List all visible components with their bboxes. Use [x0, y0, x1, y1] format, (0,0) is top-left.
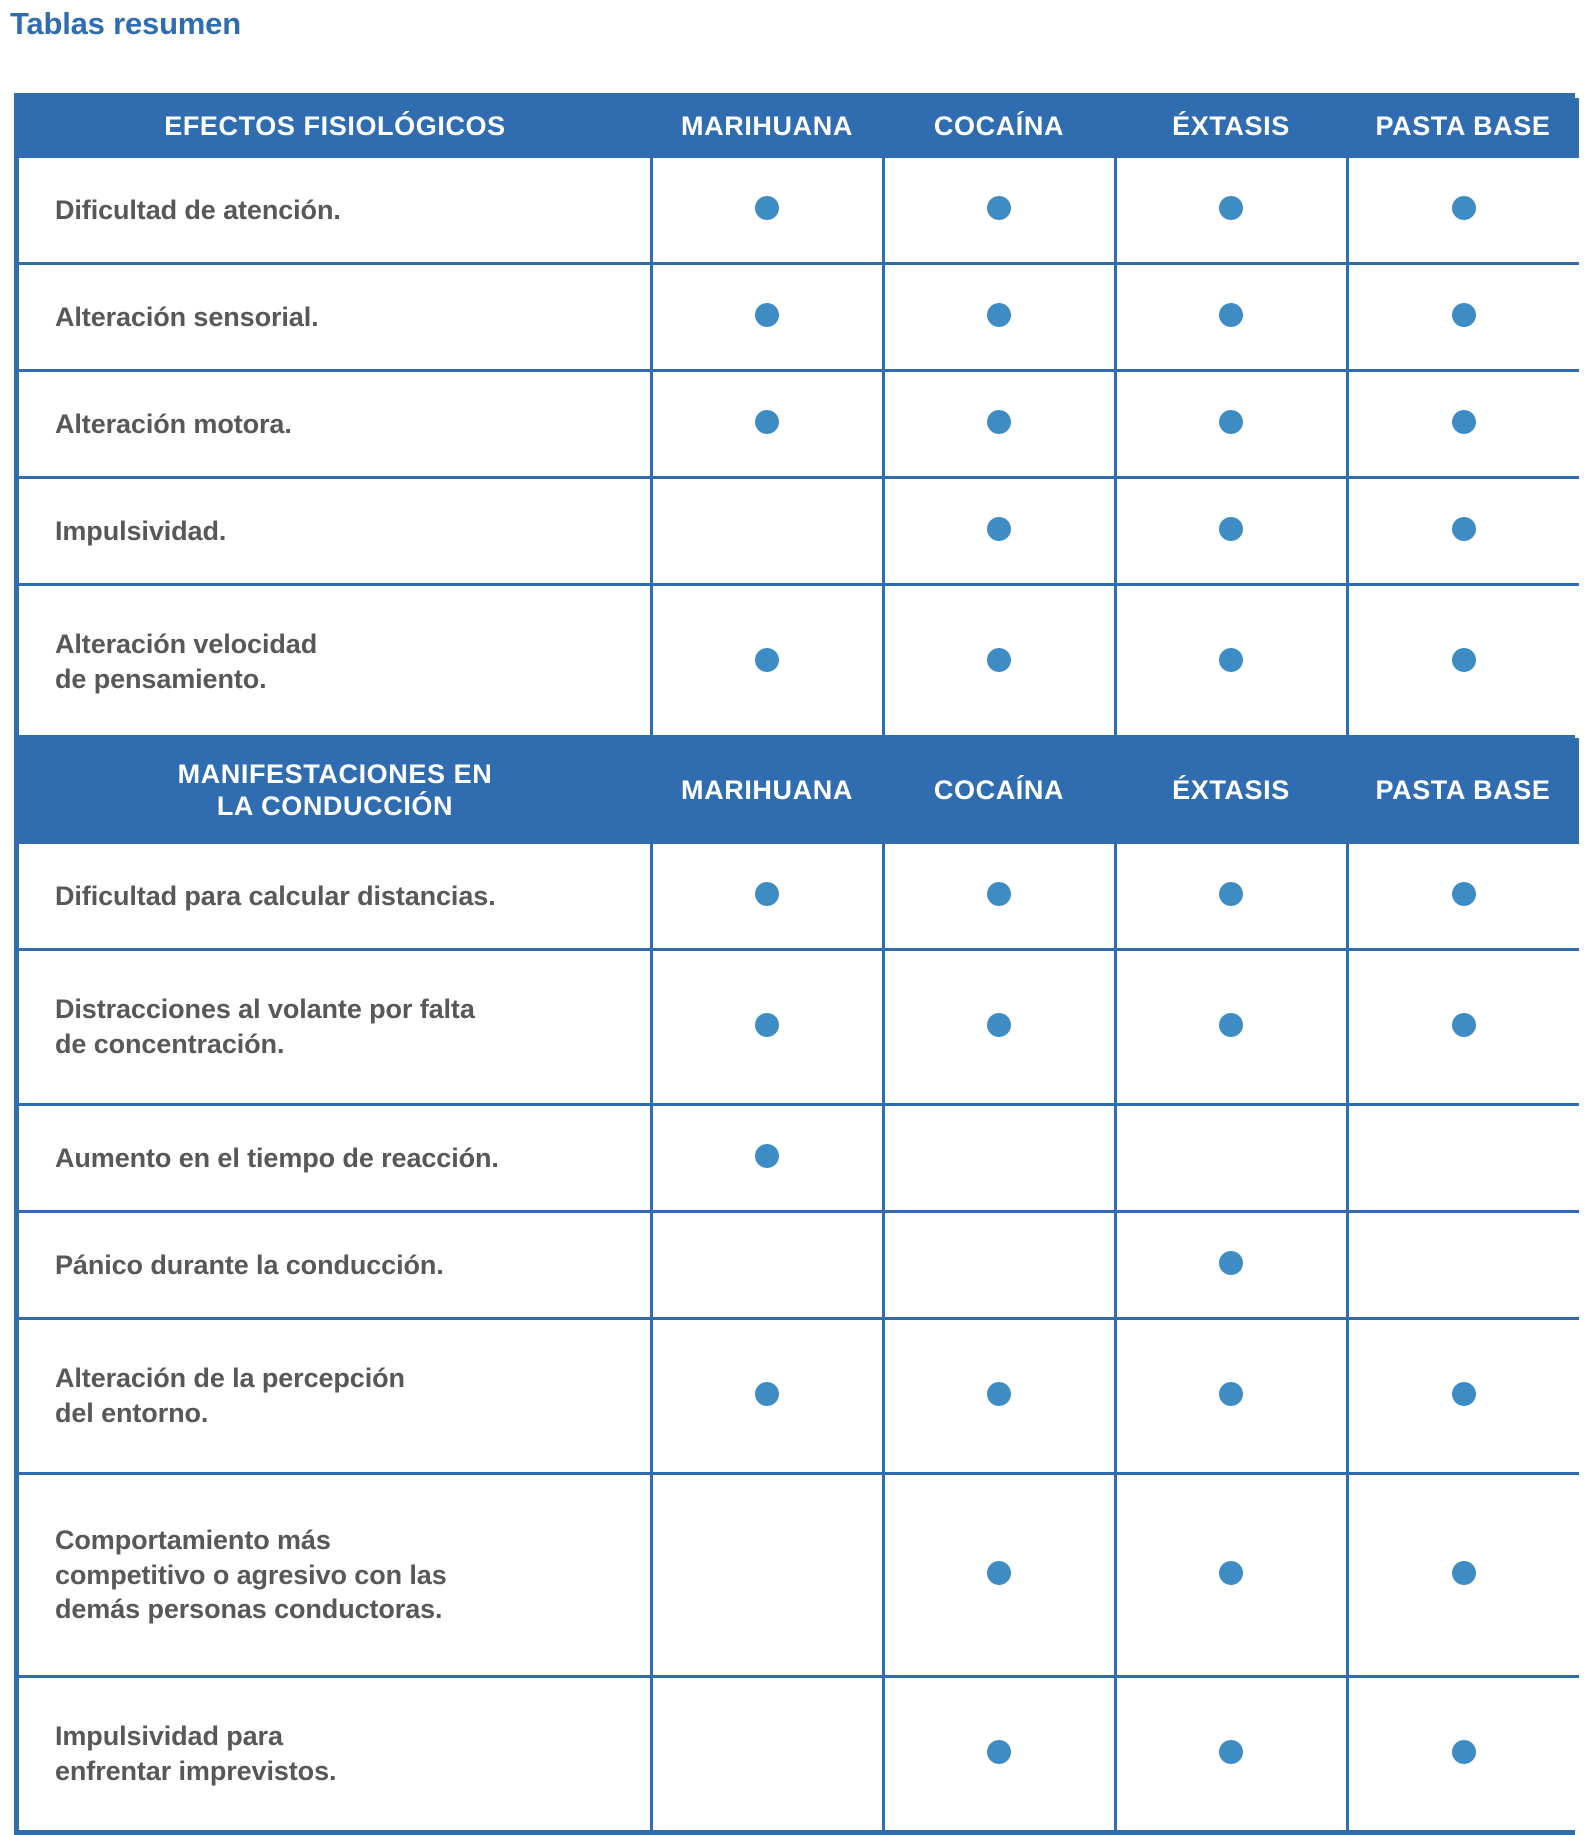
cell-marihuana	[651, 585, 883, 740]
mark-dot-icon	[1219, 303, 1243, 327]
cell-extasis	[1115, 843, 1347, 950]
row-label-line: Comportamiento más	[55, 1525, 331, 1556]
row-label-line: Alteración de la percepción	[55, 1363, 405, 1394]
mark-dot-icon	[1452, 1013, 1476, 1037]
cell-marihuana	[651, 1105, 883, 1212]
table-row	[19, 1677, 1579, 1831]
mark-dot-icon	[987, 517, 1011, 541]
manifestaciones-body	[19, 843, 1579, 1831]
mark-dot-icon	[1219, 1561, 1243, 1585]
row-label	[19, 1105, 651, 1212]
mark-dot-icon	[1219, 1013, 1243, 1037]
cell-extasis	[1115, 1105, 1347, 1212]
header-cell-cocaina: COCAÍNA	[883, 740, 1115, 843]
mark-dot-icon	[1452, 196, 1476, 220]
cell-pasta-base	[1347, 1105, 1579, 1212]
mark-dot-icon	[755, 1382, 779, 1406]
cell-pasta-base	[1347, 1319, 1579, 1474]
header-row	[19, 740, 1579, 843]
row-label	[19, 1212, 651, 1319]
cell-extasis	[1115, 264, 1347, 371]
cell-cocaina	[883, 1474, 1115, 1677]
row-label-line: enfrentar imprevistos.	[55, 1756, 337, 1786]
table-row	[19, 1212, 1579, 1319]
cell-cocaina	[883, 950, 1115, 1105]
mark-dot-icon	[755, 648, 779, 672]
cell-marihuana	[651, 264, 883, 371]
row-label	[19, 157, 651, 264]
mark-dot-icon	[1452, 1382, 1476, 1406]
row-label	[19, 371, 651, 478]
cell-extasis	[1115, 1319, 1347, 1474]
table-row	[19, 950, 1579, 1105]
row-label	[19, 585, 651, 740]
mark-dot-icon	[1219, 648, 1243, 672]
cell-marihuana	[651, 1677, 883, 1831]
mark-dot-icon	[1219, 517, 1243, 541]
efectos-header	[19, 98, 1579, 157]
header-cell-cocaina: COCAÍNA	[883, 98, 1115, 157]
cell-extasis	[1115, 1677, 1347, 1831]
cell-marihuana	[651, 843, 883, 950]
mark-dot-icon	[755, 196, 779, 220]
cell-cocaina	[883, 1105, 1115, 1212]
cell-pasta-base	[1347, 843, 1579, 950]
row-label-line: Alteración sensorial.	[55, 301, 319, 332]
cell-marihuana	[651, 1474, 883, 1677]
cell-cocaina	[883, 585, 1115, 740]
row-label	[19, 264, 651, 371]
mark-dot-icon-empty	[987, 1251, 1011, 1275]
cell-pasta-base	[1347, 1474, 1579, 1677]
mark-dot-icon	[1452, 1561, 1476, 1585]
mark-dot-icon-empty	[1452, 1144, 1476, 1168]
header-cell-pasta-base: PASTA BASE	[1347, 98, 1579, 157]
mark-dot-icon	[755, 303, 779, 327]
table-row	[19, 585, 1579, 740]
header-title-line: LA CONDUCCIÓN	[216, 790, 454, 821]
mark-dot-icon	[755, 1144, 779, 1168]
mark-dot-icon	[987, 882, 1011, 906]
mark-dot-icon	[755, 882, 779, 906]
row-label	[19, 1677, 651, 1831]
mark-dot-icon	[1219, 1740, 1243, 1764]
mark-dot-icon	[755, 410, 779, 434]
mark-dot-icon	[987, 1561, 1011, 1585]
cell-marihuana	[651, 950, 883, 1105]
cell-cocaina	[883, 1677, 1115, 1831]
row-label-line: Distracciones al volante por falta	[55, 994, 475, 1025]
table-row	[19, 843, 1579, 950]
efectos-grid	[19, 98, 1579, 845]
mark-dot-icon	[987, 410, 1011, 434]
table-manifestaciones-conduccion	[14, 735, 1575, 1835]
table-row	[19, 1105, 1579, 1212]
cell-cocaina	[883, 843, 1115, 950]
mark-dot-icon-empty	[755, 517, 779, 541]
header-cell-category	[19, 98, 651, 157]
header-cell-extasis: ÉXTASIS	[1115, 98, 1347, 157]
mark-dot-icon	[755, 1013, 779, 1037]
mark-dot-icon	[987, 648, 1011, 672]
cell-marihuana	[651, 1319, 883, 1474]
page-title: Tablas resumen	[10, 6, 241, 41]
row-label	[19, 950, 651, 1105]
row-label	[19, 1474, 651, 1677]
mark-dot-icon	[987, 1013, 1011, 1037]
cell-cocaina	[883, 1319, 1115, 1474]
cell-marihuana	[651, 157, 883, 264]
mark-dot-icon-empty	[755, 1251, 779, 1275]
cell-cocaina	[883, 157, 1115, 264]
mark-dot-icon-empty	[1219, 1144, 1243, 1168]
cell-marihuana	[651, 371, 883, 478]
cell-cocaina	[883, 478, 1115, 585]
row-label-line: Pánico durante la conducción.	[55, 1249, 444, 1280]
mark-dot-icon	[1219, 410, 1243, 434]
cell-pasta-base	[1347, 1212, 1579, 1319]
header-row	[19, 98, 1579, 157]
mark-dot-icon-empty	[1452, 1251, 1476, 1275]
table-row	[19, 264, 1579, 371]
mark-dot-icon	[1219, 1251, 1243, 1275]
header-cell-pasta-base: PASTA BASE	[1347, 740, 1579, 843]
row-label-line: Alteración motora.	[55, 408, 292, 439]
cell-cocaina	[883, 264, 1115, 371]
mark-dot-icon	[987, 1740, 1011, 1764]
mark-dot-icon-empty	[755, 1740, 779, 1764]
mark-dot-icon	[1452, 410, 1476, 434]
cell-marihuana	[651, 478, 883, 585]
mark-dot-icon	[1452, 882, 1476, 906]
cell-extasis	[1115, 1474, 1347, 1677]
cell-extasis	[1115, 157, 1347, 264]
table-row	[19, 371, 1579, 478]
table-row	[19, 1319, 1579, 1474]
cell-pasta-base	[1347, 371, 1579, 478]
cell-pasta-base	[1347, 157, 1579, 264]
mark-dot-icon	[1219, 1382, 1243, 1406]
cell-extasis	[1115, 478, 1347, 585]
row-label-line: de concentración.	[55, 1029, 285, 1059]
row-label	[19, 843, 651, 950]
row-label-line: Aumento en el tiempo de reacción.	[55, 1142, 499, 1173]
cell-pasta-base	[1347, 1677, 1579, 1831]
cell-marihuana	[651, 1212, 883, 1319]
cell-extasis	[1115, 950, 1347, 1105]
row-label-line: de pensamiento.	[55, 664, 267, 694]
row-label	[19, 1319, 651, 1474]
mark-dot-icon	[1452, 648, 1476, 672]
row-label-line: demás personas conductoras.	[55, 1594, 443, 1625]
table-row	[19, 478, 1579, 585]
cell-cocaina	[883, 1212, 1115, 1319]
cell-pasta-base	[1347, 585, 1579, 740]
row-label-line: competitivo o agresivo con las	[55, 1559, 447, 1590]
header-cell-marihuana: MARIHUANA	[651, 98, 883, 157]
mark-dot-icon	[987, 196, 1011, 220]
cell-pasta-base	[1347, 950, 1579, 1105]
mark-dot-icon-empty	[755, 1561, 779, 1585]
header-title-line: EFECTOS FISIOLÓGICOS	[164, 110, 506, 141]
table-row	[19, 157, 1579, 264]
cell-pasta-base	[1347, 264, 1579, 371]
row-label-line: Impulsividad para	[55, 1721, 283, 1752]
mark-dot-icon	[987, 303, 1011, 327]
cell-pasta-base	[1347, 478, 1579, 585]
header-cell-category	[19, 740, 651, 843]
row-label-line: Dificultad de atención.	[55, 194, 341, 225]
row-label-line: del entorno.	[55, 1398, 209, 1428]
manifestaciones-grid	[19, 740, 1579, 1830]
cell-extasis	[1115, 1212, 1347, 1319]
header-title-line: MANIFESTACIONES EN	[177, 758, 493, 789]
mark-dot-icon	[1452, 1740, 1476, 1764]
manifestaciones-header	[19, 740, 1579, 843]
header-cell-extasis: ÉXTASIS	[1115, 740, 1347, 843]
mark-dot-icon	[1452, 303, 1476, 327]
row-label	[19, 478, 651, 585]
cell-cocaina	[883, 371, 1115, 478]
row-label-line: Alteración velocidad	[55, 629, 318, 660]
mark-dot-icon	[1452, 517, 1476, 541]
row-label-line: Dificultad para calcular distancias.	[55, 880, 496, 911]
header-cell-marihuana: MARIHUANA	[651, 740, 883, 843]
cell-extasis	[1115, 371, 1347, 478]
cell-extasis	[1115, 585, 1347, 740]
row-label-line: Impulsividad.	[55, 515, 227, 546]
mark-dot-icon	[1219, 882, 1243, 906]
table-row	[19, 1474, 1579, 1677]
mark-dot-icon	[1219, 196, 1243, 220]
mark-dot-icon	[987, 1382, 1011, 1406]
mark-dot-icon-empty	[987, 1144, 1011, 1168]
